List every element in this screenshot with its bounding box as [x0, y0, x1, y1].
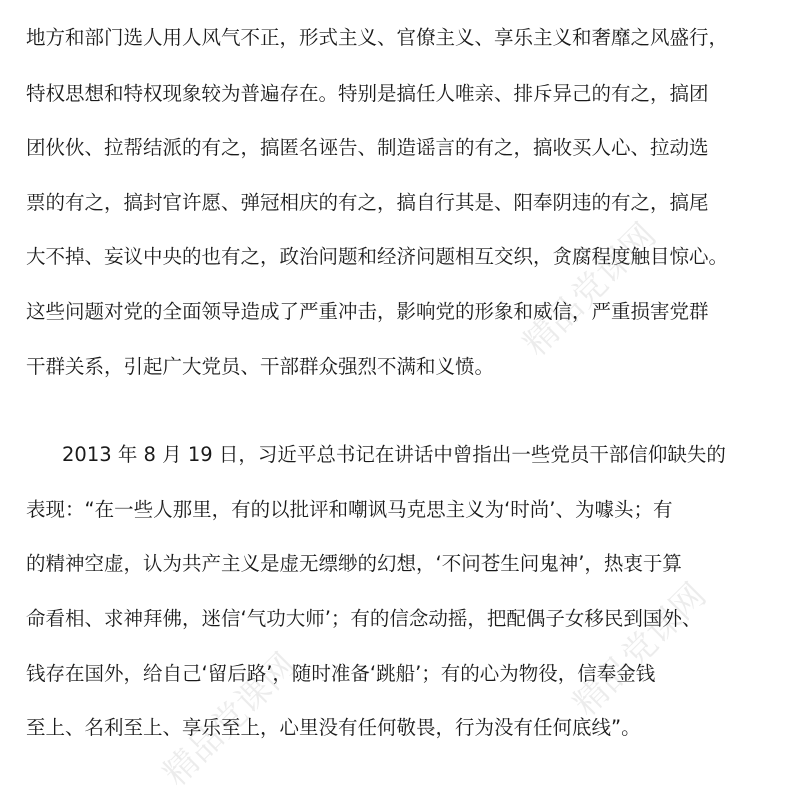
watermark: 精品党课网 — [565, 575, 715, 724]
text-line: 的精神空虚，认为共产主义是虚无缥缈的幻想，‘不问苍生问鬼神’，热衷于算 — [26, 552, 682, 575]
text-line: 至上、名利至上、享乐至上，心里没有任何敬畏，行为没有任何底线”。 — [26, 716, 641, 739]
text-line: 表现：“在一些人那里，有的以批评和嘲讽马克思主义为‘时尚’、为噱头；有 — [26, 498, 673, 521]
text-line: 票的有之，搞封官许愿、弹冠相庆的有之，搞自行其是、阳奉阴违的有之，搞尾 — [26, 191, 709, 214]
text-line: 这些问题对党的全面领导造成了严重冲击，影响党的形象和威信，严重损害党群 — [26, 300, 709, 323]
text-line: 团伙伙、拉帮结派的有之，搞匿名诬告、制造谣言的有之，搞收买人心、拉动选 — [26, 136, 709, 159]
watermark: 精品党课网 — [155, 645, 305, 794]
text-line: 干群关系，引起广大党员、干部群众强烈不满和义愤。 — [26, 355, 495, 378]
text-line: 大不掉、妄议中央的也有之，政治问题和经济问题相互交织，贪腐程度触目惊心。 — [26, 245, 729, 268]
text-line: 命看相、求神拜佛，迷信‘气功大师’；有的信念动摇，把配偶子女移民到国外、 — [26, 607, 702, 630]
watermark: 精品党课网 — [515, 215, 665, 364]
text-line: 特权思想和特权现象较为普遍存在。特别是搞任人唯亲、排斥异己的有之，搞团 — [26, 82, 709, 105]
text-line: 钱存在国外，给自己‘留后路’，随时准备‘跳船’；有的心为物役，信奉金钱 — [26, 662, 656, 685]
text-line: 2013 年 8 月 19 日，习近平总书记在讲话中曾指出一些党员干部信仰缺失的 — [62, 443, 726, 466]
text-line: 地方和部门选人用人风气不正，形式主义、官僚主义、享乐主义和奢靡之风盛行， — [26, 26, 729, 49]
